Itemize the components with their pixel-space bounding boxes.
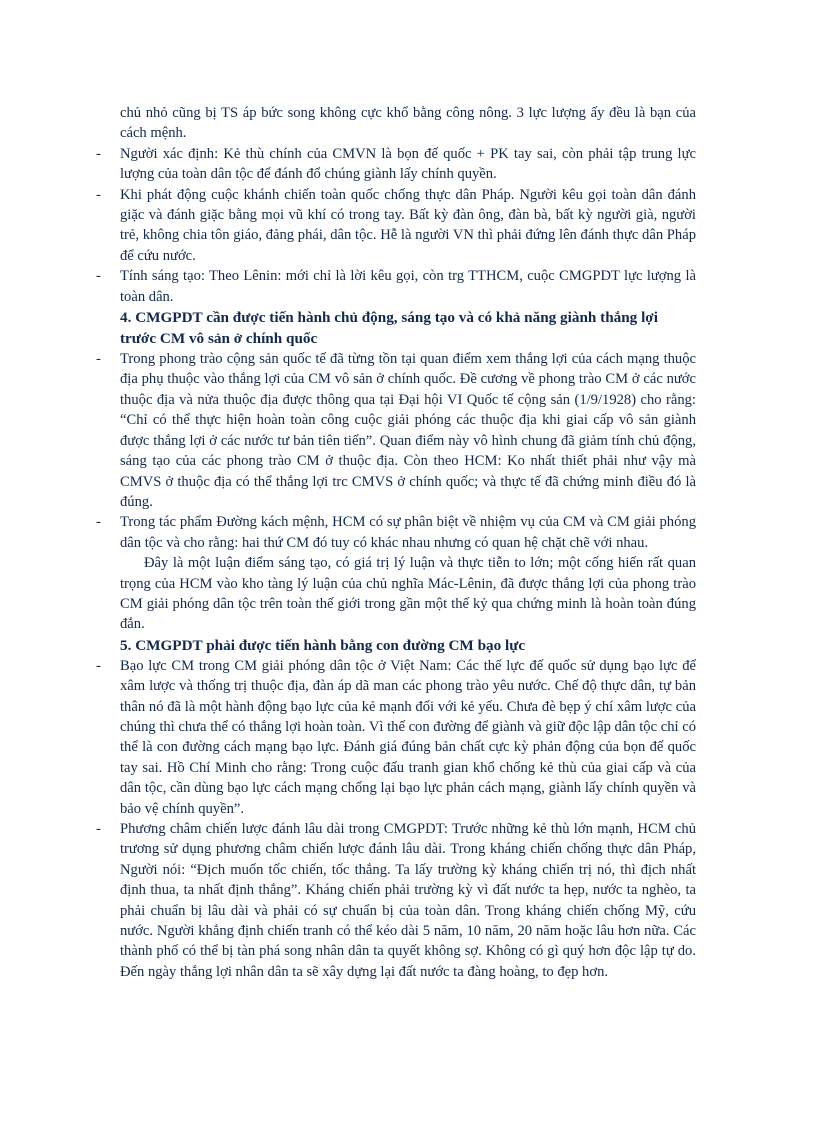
- section-heading-4: 4. CMGPDT cần được tiến hành chủ động, sáng tạo và có khả năng giành thắng lợi trước CM vô sản ở chính quốc: [120, 309, 658, 348]
- list-item: [96, 819, 696, 982]
- intro-continuation: chủ nhỏ cũng bị TS áp bức song không cực khổ bằng công nông. 3 lực lượng ấy đều là bạn của cách mệnh.: [120, 105, 696, 142]
- bullet-marker: -: [96, 186, 101, 203]
- list-item: [96, 185, 696, 267]
- list-item-text: Tính sáng tạo: Theo Lênin: mới chỉ là lời kêu gọi, còn trg TTHCM, cuộc CMGPDT lực lượng là toàn dân.: [120, 268, 696, 305]
- list-item-text: Trong tác phẩm Đường kách mệnh, HCM có sự phân biệt về nhiệm vụ của CM và CM giải phóng dân tộc và cho rằng: hai thứ CM đó tuy có khác nhau nhưng có quan hệ chặt chẽ với nhau.: [120, 514, 696, 551]
- list-item-text: Khi phát động cuộc khánh chiến toàn quốc chống thực dân Pháp. Người kêu gọi toàn dân đánh giặc và đánh giặc bằng mọi vũ khí có trong tay. Bất kỳ đàn ông, đàn bà, bất kỳ người già, người trẻ, không chia tôn giáo, đảng phái, dân tộc. Hễ là người VN thì phải đứng lên đánh thực dân Pháp để cứu nước.: [120, 186, 696, 264]
- section4-conclusion: Đây là một luận điểm sáng tạo, có giá trị lý luận và thực tiễn to lớn; một cống hiến rất quan trọng của HCM vào kho tàng lý luận của chủ nghĩa Mác-Lênin, đã được thắng lợi của phong trào CM giải phóng dân tộc trên toàn thế giới trong gần một thế kỷ qua chứng minh là hoàn toàn đúng đắn.: [120, 555, 696, 633]
- bullet-marker: -: [96, 821, 101, 837]
- list-item: [96, 656, 696, 819]
- list-item-text: Người xác định: Kẻ thù chính của CMVN là bọn đế quốc + PK tay sai, còn phải tập trung lực lượng của toàn dân tộc để đánh đổ chúng giành lấy chính quyền.: [120, 145, 696, 183]
- bullet-marker: -: [96, 514, 101, 531]
- list-item: [96, 266, 696, 307]
- bullet-marker: -: [96, 351, 101, 368]
- section-heading-5: 5. CMGPDT phải được tiến hành bằng con đường CM bạo lực: [120, 636, 526, 654]
- list-item: [96, 512, 696, 553]
- document-body: [96, 103, 696, 982]
- list-item-text: Phương châm chiến lược đánh lâu dài trong CMGPDT: Trước những kẻ thù lớn mạnh, HCM chủ trương sử dụng phương châm chiến lược đánh lâu dài. Trong kháng chiến chống thực dân Pháp, Người nói: “Địch muốn tốc chiến, tốc thắng. Ta lấy trường kỳ kháng chiến trị nó, thì địch nhất định thua, ta nhất định thắng”. Kháng chiến phải trường kỳ vì đất nước ta hẹp, nước ta nghèo, ta phải chuẩn bị lâu dài và phải có sự chuẩn bị của toàn dân. Trong kháng chiến chống Mỹ, cứu nước. Người khẳng định chiến tranh có thể kéo dài 5 năm, 10 năm, 20 năm hoặc lâu hơn nữa. Các thành phố có thể bị tàn phá song nhân dân ta quyết không sợ. Không có gì quý hơn độc lập tự do. Đến ngày thắng lợi nhân dân ta sẽ xây dựng lại đất nước ta đàng hoàng, to đẹp hơn.: [120, 821, 696, 980]
- bullet-marker: -: [96, 145, 101, 162]
- list-item: [96, 144, 696, 185]
- bullet-marker: -: [96, 657, 101, 674]
- bullet-marker: -: [96, 268, 101, 285]
- list-item: [96, 349, 696, 512]
- list-item-text: Trong phong trào cộng sản quốc tế đã từng tồn tại quan điểm xem thắng lợi của cách mạng thuộc địa phụ thuộc vào thắng lợi của CM vô sản ở chính quốc. Đề cương về phong trào CM ở các nước thuộc địa và nửa thuộc địa được thông qua tại Đại hội VI Quốc tế cộng sản (1/9/1928) cho rằng: “Chỉ có thể thực hiện hoàn toàn công cuộc giải phóng các thuộc địa khi giai cấp vô sản giành được thắng lợi ở các nước tư bản tiên tiến”. Quan điểm này vô hình chung đã giảm tính chủ động, sáng tạo của các phong trào CM ở thuộc địa. Còn theo HCM: Ko nhất thiết phải như vậy mà CMVS ở thuộc địa có thể thắng lợi trc CMVS ở chính quốc; và thực tế đã chứng minh điều đó là đúng.: [120, 351, 696, 510]
- list-item-text: Bạo lực CM trong CM giải phóng dân tộc ở Việt Nam: Các thế lực đế quốc sử dụng bạo lực để xâm lược và thống trị thuộc địa, đàn áp dã man các phong trào yêu nước. Chế độ thực dân, tự bản thân nó đã là một hành động bạo lực của kẻ mạnh đối với kẻ yếu. Chưa đè bẹp ý chí xâm lược của chúng thì chưa thể có thắng lợi hoàn toàn. Vì thế con đường để giành và giữ độc lập dân tộc chỉ có thể là con đường cách mạng bạo lực. Đánh giá đúng bản chất cực kỳ phản động của bọn đế quốc tay sai. Hồ Chí Minh cho rằng: Trong cuộc đấu tranh gian khổ chống kẻ thù của giai cấp và của dân tộc, cần dùng bạo lực cách mạng chống lại bạo lực phản cách mạng, giành lấy chính quyền và bảo vệ chính quyền”.: [120, 657, 696, 817]
